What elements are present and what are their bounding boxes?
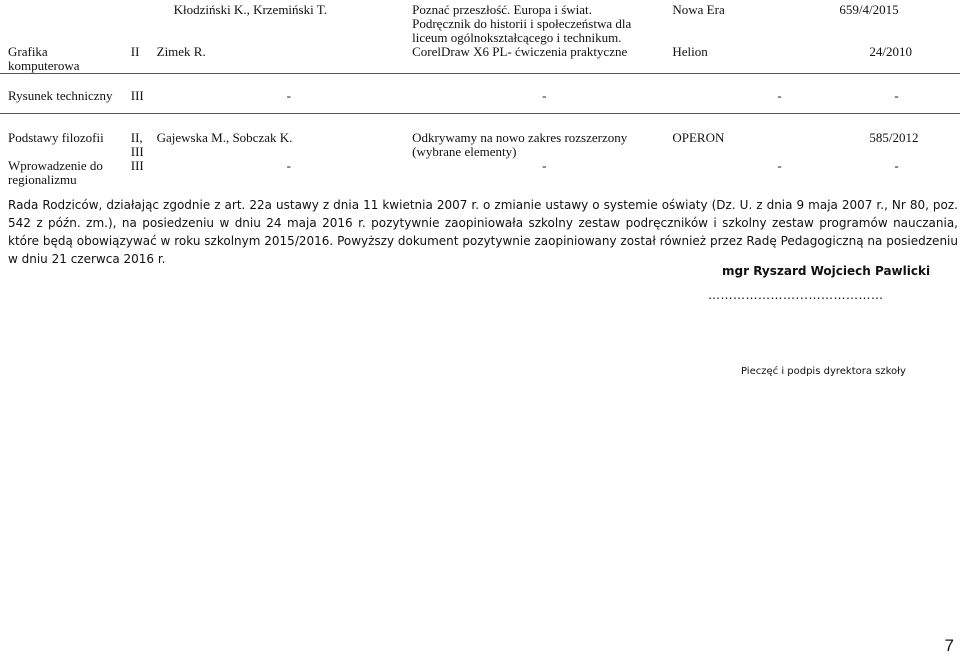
- approval-number-cell: -: [894, 158, 899, 173]
- title-cell: Odkrywamy na nowo zakres rozszerzony (wybrane elementy): [412, 114, 672, 160]
- textbook-table: [0, 0, 960, 203]
- subject-cell: [0, 0, 121, 45]
- signer-name: mgr Ryszard Wojciech Pawlicki: [722, 264, 931, 278]
- author-cell: Gajewska M., Sobczak K.: [157, 114, 412, 160]
- table-row: [0, 45, 960, 74]
- publisher-cell: OPERON: [672, 114, 839, 160]
- title-cell: CorelDraw X6 PL- ćwiczenia praktyczne: [412, 44, 628, 59]
- signature-line: …………………...………………: [708, 288, 884, 302]
- class-cell: III: [130, 158, 144, 173]
- subject-cell: Rysunek techniczny: [0, 74, 121, 114]
- table-row: [0, 114, 960, 160]
- class-cell: II: [130, 44, 140, 59]
- subject-cell: Podstawy filozofii: [0, 114, 121, 160]
- approval-paragraph: Rada Rodziców, działając zgodnie z art. 22a ustawy z dnia 11 kwietnia 2007 r. o zmianie ustawy o systemie oświaty (Dz. U. z dnia 9 maja 2007 r., Nr 80, poz. 542 z późn. zm.), na posiedzeniu w dniu 24 maja 2016 r. pozytywnie zaopiniowała szkolny zestaw podręczników i szkolny zestaw programów nauczania, które będą obowiązywać w roku szkolnym 2015/2016. Powyższy dokument pozytywnie zaopiniowany został również przez Radę Pedagogiczną na posiedzeniu w dniu 21 czerwca 2016 r.: [8, 198, 958, 266]
- class-cell: [121, 0, 157, 45]
- title-cell: Poznać przeszłość. Europa i świat. Podręcznik do historii i społeczeństwa dla liceum ogólnokształcącego i technikum.: [412, 2, 632, 45]
- approval-number-cell: 24/2010: [869, 44, 912, 59]
- subject-cell: Wprowadzenie do regionalizmu: [8, 158, 103, 187]
- publisher-cell: Nowa Era: [672, 2, 725, 17]
- publisher-cell: -: [777, 158, 782, 173]
- approval-number-cell: -: [839, 74, 960, 114]
- page-number: 7: [944, 636, 954, 655]
- table-row: [0, 74, 960, 114]
- publisher-cell: Helion: [672, 44, 708, 59]
- class-cell: II, III: [121, 114, 157, 160]
- approval-number-cell: 659/4/2015: [839, 2, 899, 17]
- author-cell: Zimek R.: [156, 44, 206, 59]
- class-cell: III: [121, 74, 157, 114]
- title-cell: -: [542, 158, 547, 173]
- table-row: [0, 0, 960, 45]
- author-cell: Kłodziński K., Krzemiński T.: [173, 2, 327, 17]
- approval-number-cell: 585/2012: [839, 114, 960, 160]
- stamp-label: Pieczęć i podpis dyrektora szkoły: [741, 366, 906, 377]
- author-cell: -: [286, 158, 291, 173]
- subject-cell: Grafika komputerowa: [8, 44, 80, 73]
- title-cell: -: [412, 74, 672, 114]
- author-cell: -: [157, 74, 412, 114]
- publisher-cell: -: [672, 74, 839, 114]
